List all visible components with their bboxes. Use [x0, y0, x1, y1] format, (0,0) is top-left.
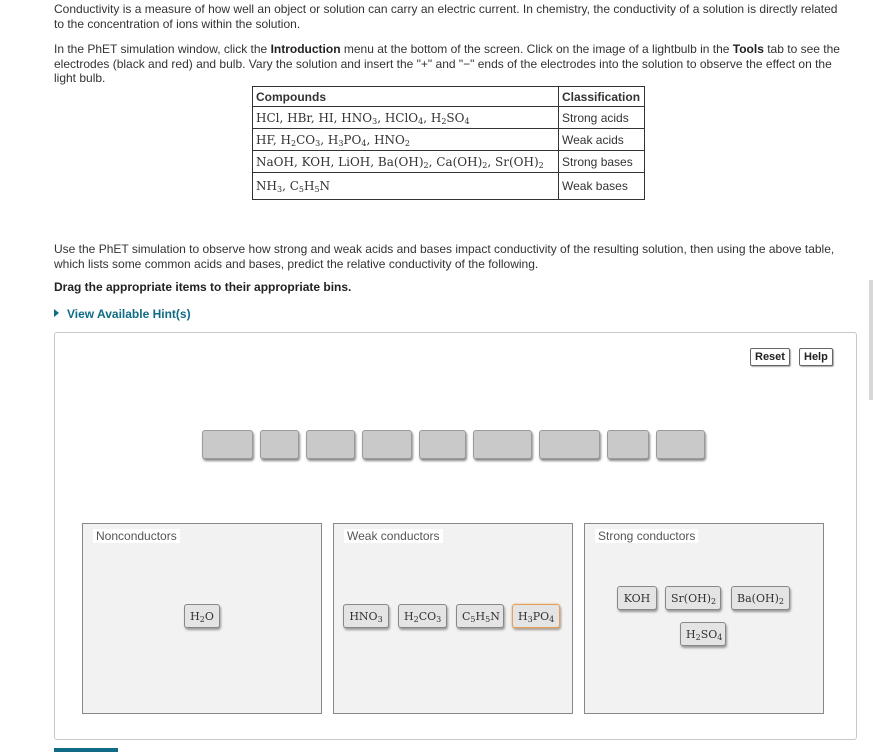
item-chip-hno3[interactable]: $HNO_3$ — [343, 604, 389, 628]
empty-item-slot[interactable] — [202, 430, 253, 459]
empty-item-slot[interactable] — [362, 430, 412, 459]
table-row — [253, 151, 645, 173]
item-chip-c5h5n[interactable]: $C_5H_5N$ — [456, 604, 504, 628]
bin-title: Nonconductors — [93, 529, 180, 543]
header-classification: Classification — [559, 87, 645, 107]
empty-item-slot[interactable] — [539, 430, 600, 459]
view-hints-link[interactable]: View Available Hint(s) — [54, 307, 191, 321]
drag-instructions: Drag the appropriate items to their appropriate bins. — [54, 280, 352, 294]
introduction-menu-ref: Introduction — [270, 42, 341, 56]
classification-cell: Strong acids — [559, 107, 645, 129]
classification-cell: Weak acids — [559, 129, 645, 151]
table-row — [253, 173, 645, 200]
table-row — [253, 129, 645, 151]
table-row — [253, 107, 645, 129]
intro-paragraph-2: In the PhET simulation window, click the Introduction menu at the bottom of the screen. Click on the image of a lightbulb in the Tools tab to see the electrodes (black and red) and bulb. Vary the solution and insert the "+" and "−" ends of the electrodes into the solution to observe the effect on the light bulb. — [54, 42, 840, 85]
tools-tab-ref: Tools — [732, 42, 764, 56]
classification-cell: Strong bases — [559, 151, 645, 173]
item-chip-h2co3[interactable]: $H_2CO_3$ — [398, 604, 447, 628]
submit-button-partial[interactable] — [54, 748, 118, 752]
compounds-cell: NaOH, KOH, LiOH, $Ba(OH)_2$, $Ca(OH)_2$, $Sr(OH)_2$ — [253, 151, 559, 173]
compounds-cell: HCl, HBr, HI, $HNO_3$, HClO$_4$, $H_2SO_4$ — [253, 107, 559, 129]
classification-cell: Weak bases — [559, 173, 645, 200]
acid-base-table — [252, 86, 645, 200]
empty-item-slot[interactable] — [473, 430, 532, 459]
empty-item-slot[interactable] — [306, 430, 355, 459]
intro-paragraph-3: Use the PhET simulation to observe how strong and weak acids and bases impact conductivity of the resulting solution, then using the above table, which lists some common acids and bases, predict the relative conductivity of the following. — [54, 242, 835, 271]
compounds-cell: HF, $H_2CO_3$, $H_3PO_4$, $HNO_2$ — [253, 129, 559, 151]
help-button[interactable]: Help — [799, 348, 833, 366]
compounds-cell: $NH_3$, $C_5H_5N$ — [253, 173, 559, 200]
item-chip-koh[interactable]: KOH — [617, 586, 657, 610]
table-header-row — [253, 87, 645, 107]
bin-strong-conductors[interactable] — [584, 523, 824, 714]
bin-title: Weak conductors — [344, 529, 443, 543]
intro-paragraph-1: Conductivity is a measure of how well an object or solution can carry an electric current. In chemistry, the conductivity of a solution is directly related to the concentration of ions within the solution. — [54, 2, 838, 31]
reset-button[interactable]: Reset — [750, 348, 790, 366]
item-chip-h2so4[interactable]: $H_2SO_4$ — [680, 622, 726, 646]
empty-item-slot[interactable] — [656, 430, 705, 459]
empty-item-slot[interactable] — [607, 430, 649, 459]
item-chip-ba-oh-2[interactable]: $Ba(OH)_2$ — [731, 586, 790, 610]
item-chip-h2o[interactable]: $H_2O$ — [184, 604, 220, 628]
item-chip-sr-oh-2[interactable]: $Sr(OH)_2$ — [665, 586, 721, 610]
header-compounds: Compounds — [253, 87, 559, 107]
caret-right-icon — [54, 309, 59, 317]
item-chip-h3po4[interactable]: $H_3PO_4$ — [512, 604, 560, 628]
empty-item-slot[interactable] — [260, 430, 299, 459]
bin-title: Strong conductors — [595, 529, 698, 543]
empty-item-slot[interactable] — [419, 430, 466, 459]
scrollbar[interactable] — [869, 280, 873, 400]
